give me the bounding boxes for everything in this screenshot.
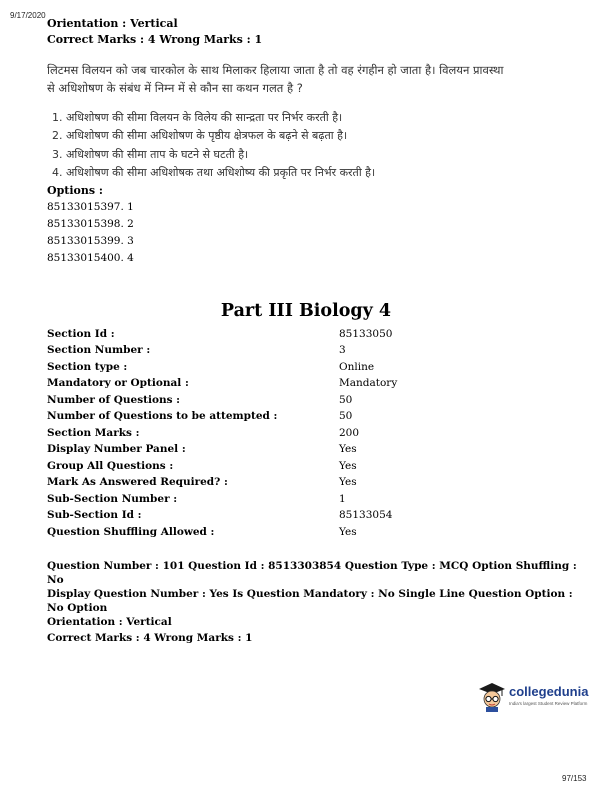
display-panel-value: Yes (339, 443, 357, 455)
collegedunia-logo-text: collegedunia (509, 684, 589, 699)
num-attempt-value: 50 (339, 410, 353, 422)
collegedunia-tagline: India's largest Student Review Platform (509, 701, 588, 706)
section-number-label: Section Number : (47, 344, 151, 356)
num-questions-label: Number of Questions : (47, 394, 181, 406)
question-meta-line-1: Question Number : 101 Question Id : 8513303854 Question Type : MCQ Option Shuffling : No (47, 560, 577, 586)
question-text (47, 61, 567, 97)
marks-label: Correct Marks : 4 Wrong Marks : 1 (47, 33, 263, 46)
mark-answered-label: Mark As Answered Required? : (47, 476, 228, 488)
section-marks-label: Section Marks : (47, 427, 140, 439)
option-2: 85133015398. 2 (47, 218, 134, 230)
section-number-value: 3 (339, 344, 346, 356)
question-text-line-2: से अधिशोषण के संबंध में निम्न में से कौन सा कथन गलत है ? (47, 81, 303, 95)
mandatory-value: Mandatory (339, 377, 398, 389)
section-id-value: 85133050 (339, 328, 393, 340)
option-4: 85133015400. 4 (47, 252, 134, 264)
statement-2: 2. अधिशोषण की सीमा अधिशोषण के पृष्ठीय क्षेत्रफल के बढ़ने से बढ़ता है। (52, 129, 348, 142)
mark-answered-value: Yes (339, 476, 357, 488)
shuffling-label: Question Shuffling Allowed : (47, 526, 215, 538)
option-3: 85133015399. 3 (47, 235, 134, 247)
section-id-label: Section Id : (47, 328, 115, 340)
options-label: Options : (47, 184, 103, 197)
section-marks-value: 200 (339, 427, 360, 439)
statement-1: 1. अधिशोषण की सीमा विलयन के विलेय की सान्द्रता पर निर्भर करती है। (52, 111, 343, 124)
question-meta-line-2: Display Question Number : Yes Is Question Mandatory : No Single Line Question Option : No Option (47, 588, 573, 614)
shuffling-value: Yes (339, 526, 357, 538)
print-date: 9/17/2020 (10, 11, 46, 20)
section-type-value: Online (339, 361, 375, 373)
collegedunia-logo-icon (478, 681, 506, 713)
group-questions-label: Group All Questions : (47, 460, 174, 472)
mandatory-label: Mandatory or Optional : (47, 377, 189, 389)
display-panel-label: Display Number Panel : (47, 443, 186, 455)
question-orientation: Orientation : Vertical (47, 616, 172, 628)
num-attempt-label: Number of Questions to be attempted : (47, 410, 278, 422)
question-marks: Correct Marks : 4 Wrong Marks : 1 (47, 632, 253, 644)
question-text-line-1: लिटमस विलयन को जब चारकोल के साथ मिलाकर हिलाया जाता है तो वह रंगहीन हो जाता है। विलयन प्रावस्था (47, 63, 504, 77)
section-title: Part III Biology 4 (220, 301, 392, 321)
statement-4: 4. अधिशोषण की सीमा अधिशोषक तथा अधिशोष्य की प्रकृति पर निर्भर करती है। (52, 166, 376, 179)
statement-3: 3. अधिशोषण की सीमा ताप के घटने से घटती है। (52, 148, 249, 161)
group-questions-value: Yes (339, 460, 357, 472)
next-question-header (47, 559, 577, 645)
num-questions-value: 50 (339, 394, 353, 406)
section-type-label: Section type : (47, 361, 128, 373)
subsection-number-label: Sub-Section Number : (47, 493, 178, 505)
subsection-number-value: 1 (339, 493, 346, 505)
subsection-id-value: 85133054 (339, 509, 393, 521)
page-number: 97/153 (562, 774, 587, 783)
orientation-label: Orientation : Vertical (47, 17, 178, 30)
subsection-id-label: Sub-Section Id : (47, 509, 142, 521)
option-1: 85133015397. 1 (47, 201, 134, 213)
